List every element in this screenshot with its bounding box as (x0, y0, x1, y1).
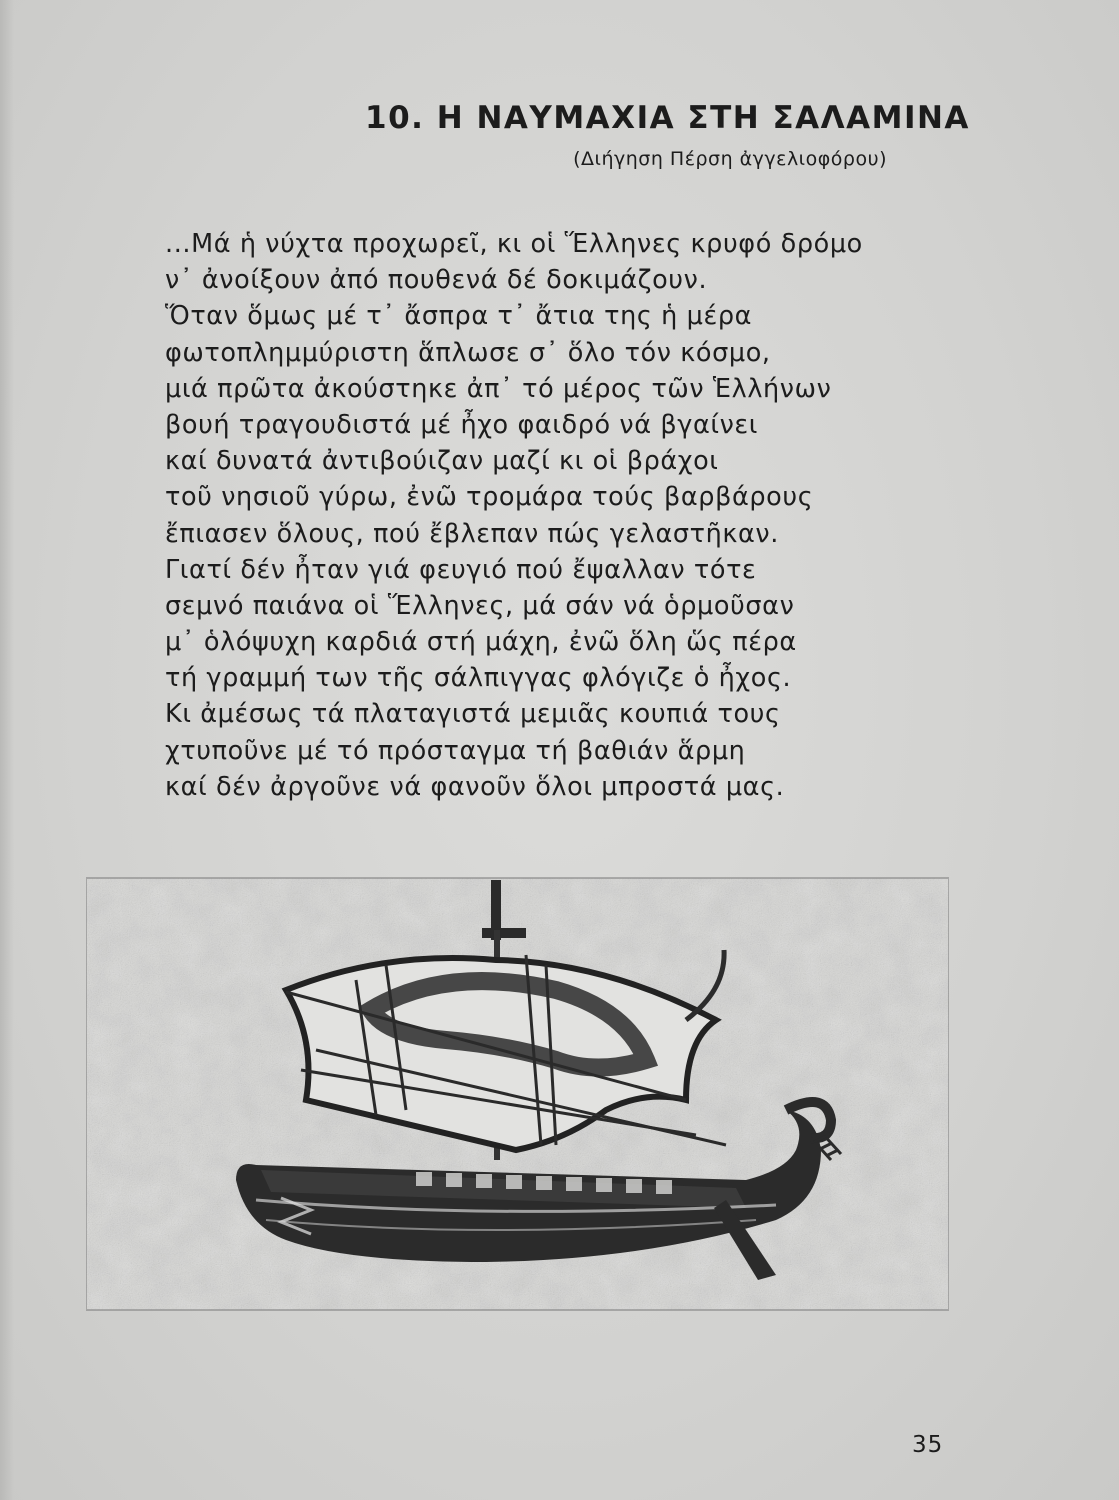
poem-line: Ὅταν ὅμως μέ τ᾽ ἄσπρα τ᾽ ἄτια της ἡ μέρα (165, 301, 753, 332)
poem-line: μ᾽ ὁλόψυχη καρδιά στή μάχη, ἐνῶ ὅλη ὥς πέρα (165, 627, 797, 658)
page-gutter-shadow (0, 0, 14, 1500)
chapter-title: 10. Η ΝΑΥΜΑΧΙΑ ΣΤΗ ΣΑΛΑΜΙΝΑ (365, 100, 970, 136)
poem-line: φωτοπλημμύριστη ἅπλωσε σ᾽ ὅλο τόν κόσμο, (165, 337, 771, 368)
poem-line: βουή τραγουδιστά μέ ἦχο φαιδρό νά βγαίνει (165, 409, 759, 440)
ancient-ship-engraving (86, 870, 949, 1318)
poem-line: καί δέν ἀργοῦνε νά φανοῦν ὅλοι μπροστά μας. (165, 771, 785, 802)
poem-line: μιά πρῶτα ἀκούστηκε ἀπ᾽ τό μέρος τῶν Ἑλλήνων (165, 373, 832, 404)
poem-line: χτυποῦνε μέ τό πρόσταγμα τή βαθιάν ἅρμη (165, 735, 746, 766)
poem-line: καί δυνατά ἀντιβούιζαν μαζί κι οἱ βράχοι (165, 446, 719, 477)
poem-line: τή γραμμή των τῆς σάλπιγγας φλόγιζε ὁ ἦχος. (165, 663, 792, 694)
poem-line: ν᾽ ἀνοίξουν ἀπό πουθενά δέ δοκιμάζουν. (165, 265, 708, 296)
poem-line: σεμνό παιάνα οἱ Ἕλληνες, μά σάν νά ὁρμοῦσαν (165, 590, 795, 621)
page-number: 35 (912, 1432, 944, 1458)
chapter-subtitle: (Διήγηση Πέρση ἀγγελιοφόρου) (573, 148, 887, 170)
poem-line: Κι ἀμέσως τά πλαταγιστά μεμιᾶς κουπιά τους (165, 699, 781, 730)
poem-text (165, 226, 925, 805)
poem-line: Γιατί δέν ἦταν γιά φευγιό πού ἔψαλλαν τότε (165, 554, 757, 585)
poem-line: τοῦ νησιοῦ γύρω, ἐνῶ τρομάρα τούς βαρβάρους (165, 482, 814, 513)
poem-line: ...Μά ἡ νύχτα προχωρεῖ, κι οἱ Ἕλληνες κρυφό δρόμο (165, 229, 863, 259)
poem-line: ἔπιασεν ὅλους, πού ἔβλεπαν πώς γελαστῆκαν. (165, 518, 779, 549)
